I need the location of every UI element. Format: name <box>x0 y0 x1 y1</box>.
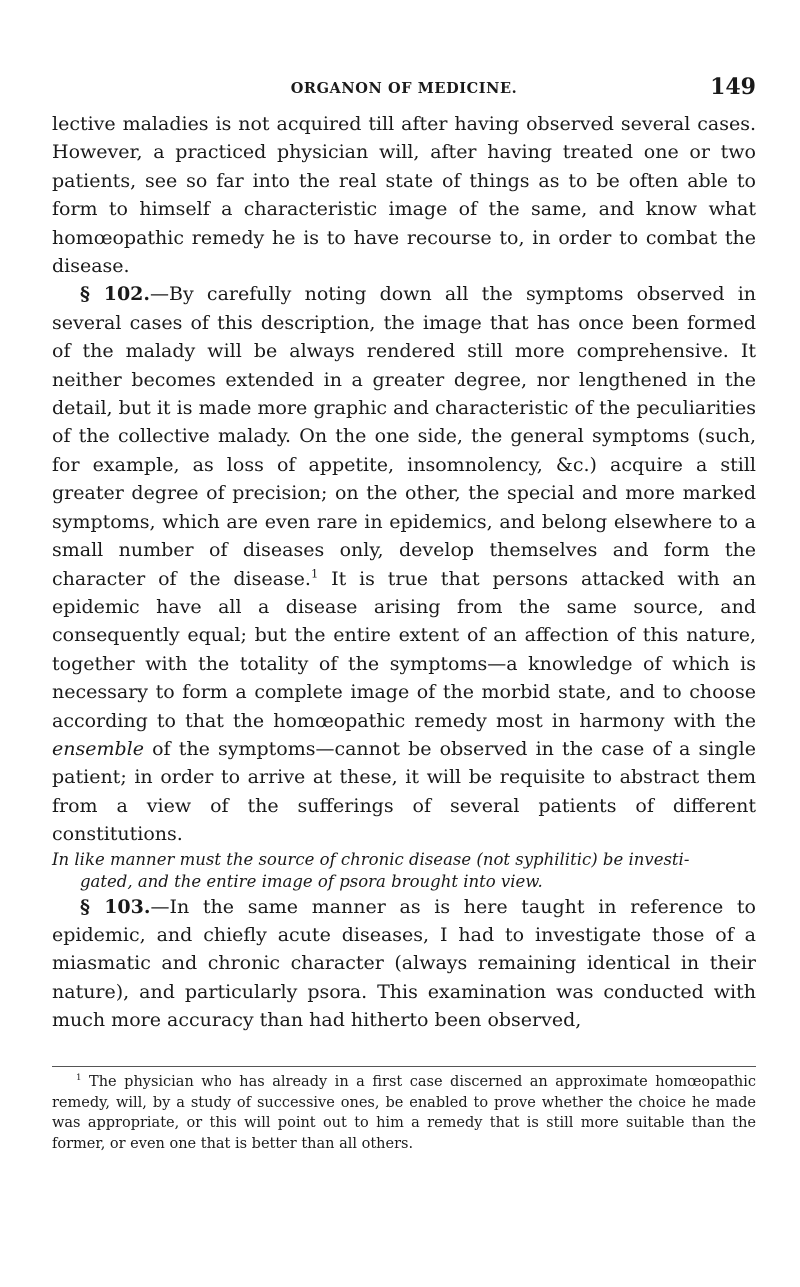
footnote-text: The physician who has already in a first case discerned an approximate homœopathic remedy, will, by a study of successive ones, be enabled to prove whether the choice he made was appropriate, or this will point out to him a remedy that is still more suitable than the former, or even one that is better than all others. <box>52 1074 756 1152</box>
paragraph-section-103 <box>52 893 756 1035</box>
section-103-text: —In the same manner as is here taught in reference to epidemic, and chiefly acute diseases, I had to investigate those of a miasmatic and chronic character (always remaining identical in their nature), and particularly psora. This examination was conducted with much more accuracy than had hitherto been observed, <box>52 895 756 1032</box>
footnote-marker: 1 <box>76 1073 82 1084</box>
section-mark-102: § 102. <box>80 283 151 306</box>
paragraph-continuation: lective maladies is not acquired till after having observed several cases. However, a practiced physician will, after having treated one or two patients, see so far into the real state of things as to be often able to form to himself a characteristic image of the same, and know what homœopathic remedy he is to have recourse to, in order to combat the disease. <box>52 113 756 278</box>
emphasis-ensemble: ensemble <box>52 737 144 760</box>
body-text <box>52 110 756 1035</box>
section-mark-103: § 103. <box>80 895 151 918</box>
running-head <box>52 72 756 108</box>
section-102-text-a: —By carefully noting down all the symptoms observed in several cases of this description, the image that has once been formed of the malady will be always rendered still more comprehensive. It neither becomes extended in a greater degree, nor lengthened in the detail, but it is made more graphic and characteristic of the peculiarities of the collective malady. On the one side, the general symptoms (such, for example, as loss of appetite, insomnolency, &c.) acquire a still greater degree of precision; on the other, the special and more marked symptoms, which are even rare in epidemics, and belong elsewhere to a small number of diseases only, develop themselves and form the character of the disease. <box>52 283 757 590</box>
subsection-heading <box>52 849 756 893</box>
running-title: ORGANON OF MEDICINE. <box>290 80 518 97</box>
subsection-heading-line-1: In like manner must the source of chronic disease (not syphilitic) be investi- <box>52 849 690 869</box>
section-102-text-c: of the symptoms—cannot be observed in the case of a single patient; in order to arrive at these, it will be requisite to abstract them from a view of the sufferings of several patients of different constitutions. <box>52 737 756 846</box>
section-102-text-b: It is true that persons attacked with an epidemic have all a disease arising from the same source, and consequently equal; but the entire extent of an affection of this nature, together with the totality of the symptoms—a knowledge of which is necessary to form a complete image of the morbid state, and to choose according to that the homœopathic remedy most in harmony with the <box>52 567 756 732</box>
footnote <box>52 1072 756 1154</box>
footnote-reference: 1 <box>310 566 319 581</box>
footnote-divider <box>52 1066 756 1067</box>
subsection-heading-line-2: gated, and the entire image of psora brought into view. <box>80 871 543 891</box>
paragraph-section-102 <box>52 280 756 848</box>
page-number: 149 <box>710 74 756 100</box>
